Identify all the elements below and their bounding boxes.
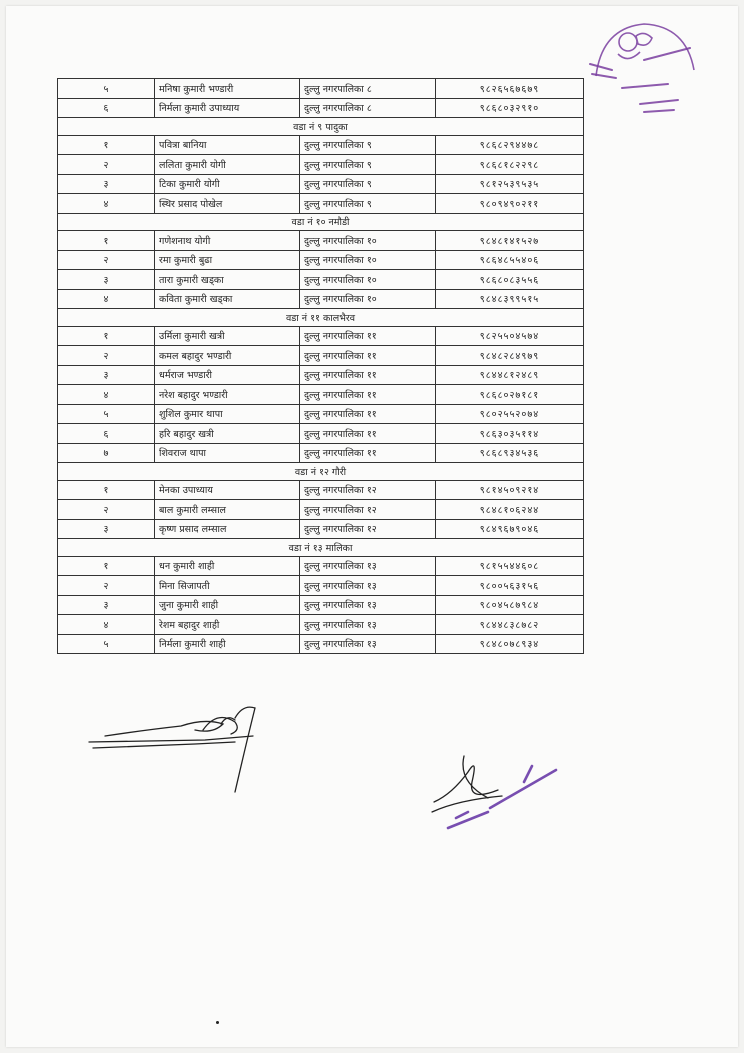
municipality-ward: दुल्लु नगरपालिका १३ [300,556,436,576]
person-name: गणेशनाथ योगी [155,231,300,251]
person-name: पवित्रा बानिया [155,135,300,155]
municipality-ward: दुल्लु नगरपालिका १० [300,231,436,251]
serial-number: ४ [58,194,155,214]
table-row [58,480,584,500]
municipality-ward: दुल्लु नगरपालिका ९ [300,194,436,214]
serial-number: २ [58,250,155,270]
serial-number: ३ [58,365,155,385]
serial-number: ४ [58,385,155,405]
serial-number: ३ [58,270,155,290]
municipality-ward: दुल्लु नगरपालिका १३ [300,576,436,596]
person-name: नरेश बहादुर भण्डारी [155,385,300,405]
ward-header-row [58,118,584,136]
serial-number: ४ [58,615,155,635]
phone-number: ९८४८३९९५१५ [436,289,584,309]
person-name: जुना कुमारी शाही [155,595,300,615]
phone-number: ९८००५६३१५६ [436,576,584,596]
serial-number: १ [58,556,155,576]
serial-number: ५ [58,634,155,654]
table-row [58,519,584,539]
person-name: तारा कुमारी खड्का [155,270,300,290]
phone-number: ९८१२५३९५३५ [436,174,584,194]
table-row [58,634,584,654]
table-row [58,155,584,175]
municipality-ward: दुल्लु नगरपालिका १३ [300,595,436,615]
phone-number: ९८४८०७८९३४ [436,634,584,654]
table-row [58,98,584,118]
serial-number: २ [58,576,155,596]
phone-number: ९८४८२८४९७९ [436,346,584,366]
phone-number: ९८४९६७९०४६ [436,519,584,539]
person-name: कृष्ण प्रसाद लम्साल [155,519,300,539]
table-row [58,556,584,576]
person-name: मिना सिजापती [155,576,300,596]
municipality-ward: दुल्लु नगरपालिका ११ [300,424,436,444]
person-name: उर्मिला कुमारी खत्री [155,326,300,346]
person-name: मनिषा कुमारी भण्डारी [155,79,300,99]
phone-number: ९८६८०३२९१० [436,98,584,118]
municipality-ward: दुल्लु नगरपालिका ९ [300,174,436,194]
table-row [58,385,584,405]
table-row [58,326,584,346]
municipality-ward: दुल्लु नगरपालिका ११ [300,443,436,463]
contact-table [57,78,584,654]
person-name: कमल बहादुर भण्डारी [155,346,300,366]
phone-number: ९८०४५८७९८४ [436,595,584,615]
person-name: निर्मला कुमारी शाही [155,634,300,654]
municipality-ward: दुल्लु नगरपालिका ११ [300,365,436,385]
municipality-ward: दुल्लु नगरपालिका १० [300,250,436,270]
serial-number: ५ [58,404,155,424]
municipality-ward: दुल्लु नगरपालिका १२ [300,519,436,539]
ward-header-row [58,463,584,481]
serial-number: ५ [58,79,155,99]
municipality-ward: दुल्लु नगरपालिका ८ [300,98,436,118]
phone-number: ९८१४५०९२१४ [436,480,584,500]
table-row [58,500,584,520]
serial-number: १ [58,135,155,155]
serial-number: ४ [58,289,155,309]
ink-dot [216,1021,219,1024]
phone-number: ९८४८१०६२४४ [436,500,584,520]
serial-number: ३ [58,174,155,194]
phone-number: ९८६३०३५११४ [436,424,584,444]
person-name: निर्मला कुमारी उपाध्याय [155,98,300,118]
contact-table-body [58,79,584,654]
municipality-ward: दुल्लु नगरपालिका १० [300,270,436,290]
municipality-ward: दुल्लु नगरपालिका १० [300,289,436,309]
table-row [58,404,584,424]
office-seal-stamp [582,14,702,126]
person-name: रमा कुमारी बुढा [155,250,300,270]
municipality-ward: दुल्लु नगरपालिका ११ [300,326,436,346]
phone-number: ९८०९४९०२११ [436,194,584,214]
table-row [58,576,584,596]
phone-number: ९८६८१८२२९८ [436,155,584,175]
serial-number: २ [58,500,155,520]
phone-number: ९८१५५४४६०८ [436,556,584,576]
table-row [58,424,584,444]
person-name: मेनका उपाध्याय [155,480,300,500]
municipality-ward: दुल्लु नगरपालिका ९ [300,135,436,155]
table-row [58,289,584,309]
person-name: धर्मराज भण्डारी [155,365,300,385]
serial-number: ७ [58,443,155,463]
table-row [58,365,584,385]
phone-number: ९८२५५०४५७४ [436,326,584,346]
municipality-ward: दुल्लु नगरपालिका ११ [300,404,436,424]
person-name: कविता कुमारी खड्का [155,289,300,309]
serial-number: २ [58,155,155,175]
ward-header-row [58,213,584,231]
ward-label: वडा नं ९ पादुका [58,118,584,136]
municipality-ward: दुल्लु नगरपालिका १२ [300,500,436,520]
table-row [58,595,584,615]
serial-number: ३ [58,519,155,539]
signature-left [85,700,285,800]
phone-number: ९८६८०८३५५६ [436,270,584,290]
person-name: हरि बहादुर खत्री [155,424,300,444]
municipality-ward: दुल्लु नगरपालिका १३ [300,634,436,654]
phone-number: ९८०२५५२०७४ [436,404,584,424]
municipality-ward: दुल्लु नगरपालिका १२ [300,480,436,500]
phone-number: ९८४४८१२४८९ [436,365,584,385]
phone-number: ९८६८२९४४७८ [436,135,584,155]
phone-number: ९८६८०२७१८१ [436,385,584,405]
person-name: शिवराज थापा [155,443,300,463]
municipality-ward: दुल्लु नगरपालिका ११ [300,346,436,366]
person-name: धन कुमारी शाही [155,556,300,576]
phone-number: ९८६४८५५४०६ [436,250,584,270]
phone-number: ९८४४८३८७८२ [436,615,584,635]
ward-header-row [58,309,584,327]
section-chief-stamp [428,742,568,832]
table-row [58,174,584,194]
table-row [58,194,584,214]
table-row [58,270,584,290]
person-name: टिका कुमारी योगी [155,174,300,194]
ward-label: वडा नं १३ मालिका [58,539,584,557]
person-name: बाल कुमारी लम्साल [155,500,300,520]
person-name: स्थिर प्रसाद पोखेल [155,194,300,214]
ward-label: वडा नं १० नमौडी [58,213,584,231]
person-name: रेशम बहादुर शाही [155,615,300,635]
serial-number: १ [58,231,155,251]
phone-number: ९८६८९३४५३६ [436,443,584,463]
table-row [58,615,584,635]
table-row [58,231,584,251]
person-name: शुशिल कुमार थापा [155,404,300,424]
serial-number: ३ [58,595,155,615]
table-row [58,346,584,366]
table-row [58,135,584,155]
serial-number: १ [58,326,155,346]
ward-label: वडा नं ११ कालभैरव [58,309,584,327]
ward-header-row [58,539,584,557]
serial-number: ६ [58,424,155,444]
serial-number: २ [58,346,155,366]
phone-number: ९८२६५६७६७९ [436,79,584,99]
table-row [58,443,584,463]
table-row [58,250,584,270]
municipality-ward: दुल्लु नगरपालिका ११ [300,385,436,405]
municipality-ward: दुल्लु नगरपालिका ९ [300,155,436,175]
municipality-ward: दुल्लु नगरपालिका ८ [300,79,436,99]
serial-number: १ [58,480,155,500]
serial-number: ६ [58,98,155,118]
ward-label: वडा नं १२ गौरी [58,463,584,481]
table-row [58,79,584,99]
municipality-ward: दुल्लु नगरपालिका १३ [300,615,436,635]
person-name: ललिता कुमारी योगी [155,155,300,175]
phone-number: ९८४८१४१५२७ [436,231,584,251]
